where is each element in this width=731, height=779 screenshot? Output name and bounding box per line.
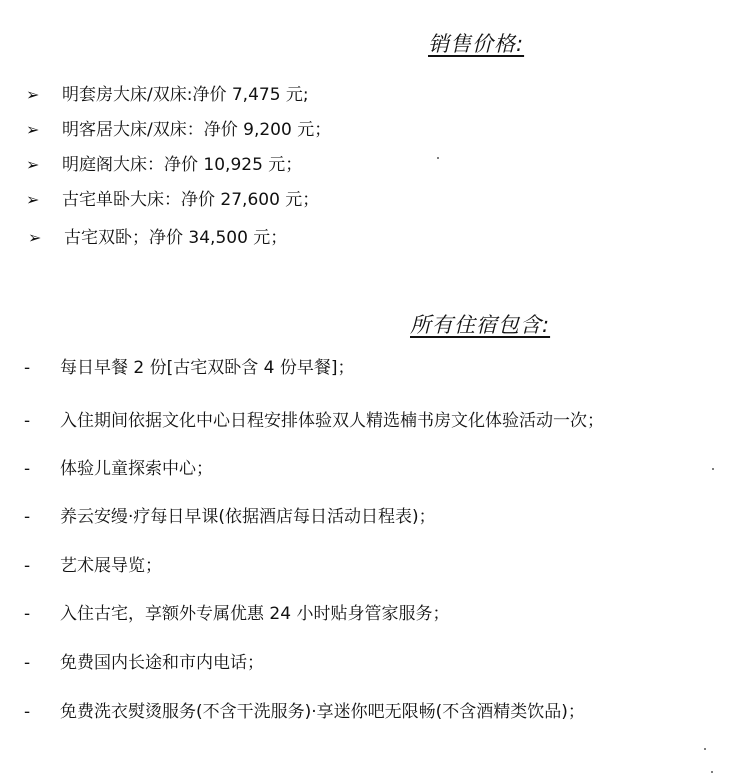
dash-bullet: - — [24, 556, 31, 576]
dash-bullet: - — [24, 604, 31, 624]
arrow-bullet-icon: ➢ — [28, 228, 42, 247]
include-item-text: 每日早餐 2 份[古宅双卧含 4 份早餐]； — [60, 358, 355, 378]
include-item-text: 入住期间依据文化中心日程安排体验双人精选楠书房文化体验活动一次； — [60, 411, 604, 431]
price-item-text: 明套房大床/双床:净价 7,475 元; — [62, 85, 309, 105]
include-item-text: 艺术展导览； — [60, 556, 162, 576]
price-item-text: 明庭阁大床：净价 10,925 元； — [62, 155, 303, 175]
include-item-text: 体验儿童探索中心； — [60, 459, 213, 479]
dash-bullet: - — [24, 702, 31, 722]
dash-bullet: - — [24, 358, 31, 378]
include-item-text: 免费洗衣熨烫服务(不含干洗服务)·享迷你吧无限畅(不含酒精类饮品)； — [60, 702, 585, 722]
arrow-bullet-icon: ➢ — [26, 120, 40, 139]
include-item-text: 入住古宅，享额外专属优惠 24 小时贴身管家服务； — [60, 604, 450, 624]
price-item-text: 古宅双卧；净价 34,500 元； — [64, 228, 288, 248]
dash-bullet: - — [24, 459, 31, 479]
scan-speck — [711, 771, 713, 773]
include-item-text: 养云安缦·疗每日早课(依据酒店每日活动日程表)； — [60, 507, 436, 527]
dash-bullet: - — [24, 507, 31, 527]
arrow-bullet-icon: ➢ — [26, 190, 40, 209]
scan-speck — [437, 157, 439, 159]
scan-speck — [704, 748, 706, 750]
include-section-title: 所有住宿包含: — [410, 313, 551, 337]
dash-bullet: - — [24, 653, 31, 673]
scan-speck — [712, 468, 714, 470]
price-section-title: 销售价格: — [428, 32, 525, 56]
price-item-text: 古宅单卧大床：净价 27,600 元； — [62, 190, 320, 210]
price-item-text: 明客居大床/双床：净价 9,200 元； — [62, 120, 332, 140]
arrow-bullet-icon: ➢ — [26, 155, 40, 174]
arrow-bullet-icon: ➢ — [26, 85, 40, 104]
include-item-text: 免费国内长途和市内电话； — [60, 653, 264, 673]
dash-bullet: - — [24, 411, 31, 431]
